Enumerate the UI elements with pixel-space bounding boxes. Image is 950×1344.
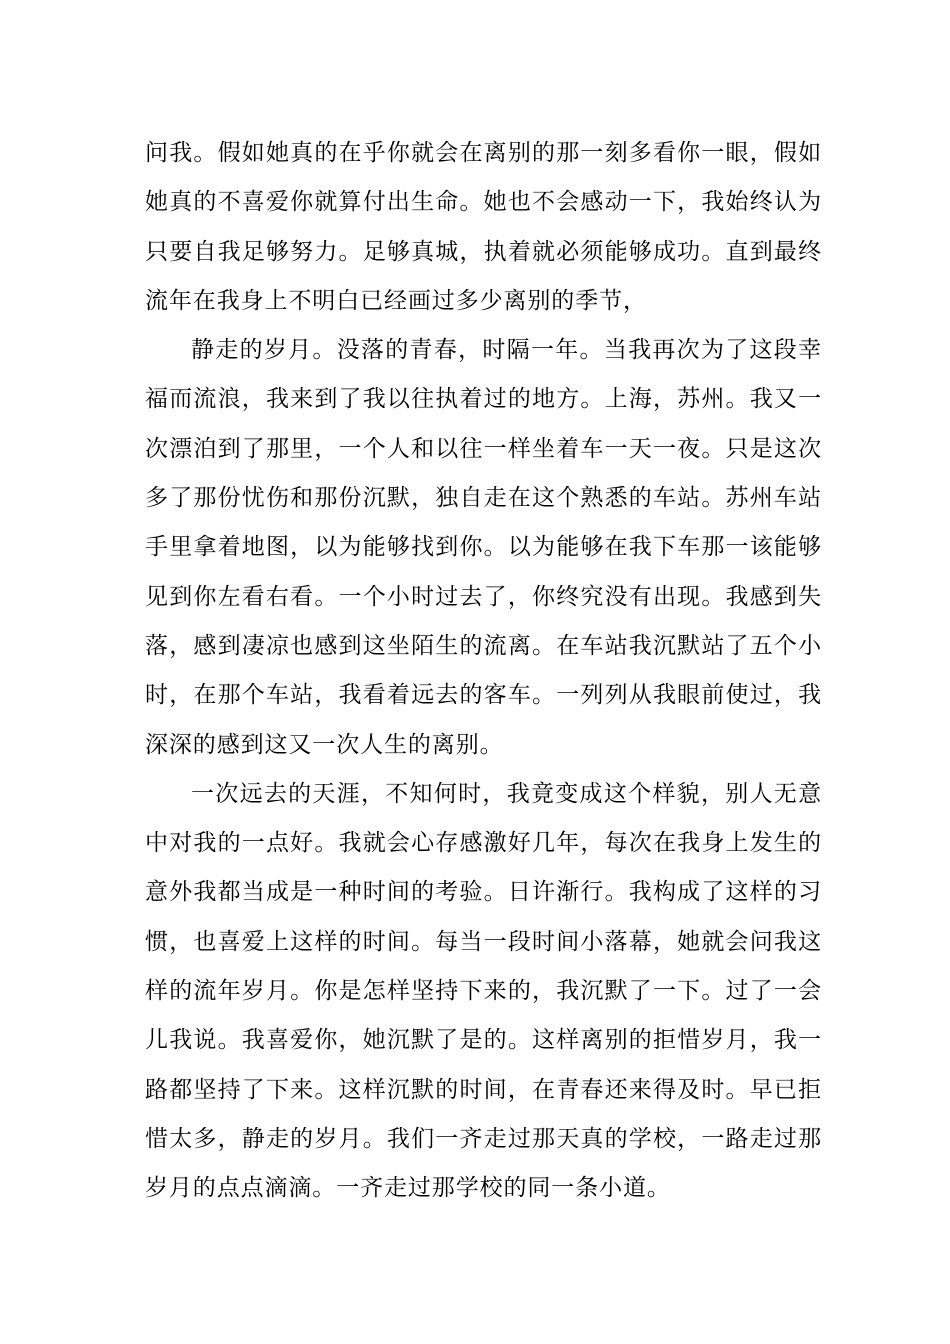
paragraph-1: 问我。假如她真的在乎你就会在离别的那一刻多看你一眼，假如她真的不喜爱你就算付出生命。她也不会感动一下，我始终认为只要自我足够努力。足够真城，执着就必须能够成功。直到最终流年在我身上不明白已经画过多少离别的季节，	[145, 140, 822, 314]
document-body	[145, 129, 822, 1214]
paragraph-3: 一次远去的天涯，不知何时，我竟变成这个样貌，别人无意中对我的一点好。我就会心存感激好几年，每次在我身上发生的意外我都当成是一种时间的考验。日许渐行。我构成了这样的习惯，也喜爱上这样的时间。每当一段时间小落幕，她就会问我这样的流年岁月。你是怎样坚持下来的，我沉默了一下。过了一会儿我说。我喜爱你，她沉默了是的。这样离别的拒惜岁月，我一路都坚持了下来。这样沉默的时间，在青春还来得及时。早已拒惜太多，静走的岁月。我们一齐走过那天真的学校，一路走过那岁月的点点滴滴。一齐走过那学校的同一条小道。	[145, 780, 822, 1202]
paragraph-2: 静走的岁月。没落的青春，时隔一年。当我再次为了这段幸福而流浪，我来到了我以往执着过的地方。上海，苏州。我又一次漂泊到了那里，一个人和以往一样坐着车一天一夜。只是这次多了那份忧伤和那份沉默，独自走在这个熟悉的车站。苏州车站手里拿着地图，以为能够找到你。以为能够在我下车那一该能够见到你左看右看。一个小时过去了，你终究没有出现。我感到失落，感到凄凉也感到这坐陌生的流离。在车站我沉默站了五个小时，在那个车站，我看着远去的客车。一列列从我眼前使过，我深深的感到这又一次人生的离别。	[145, 337, 822, 758]
